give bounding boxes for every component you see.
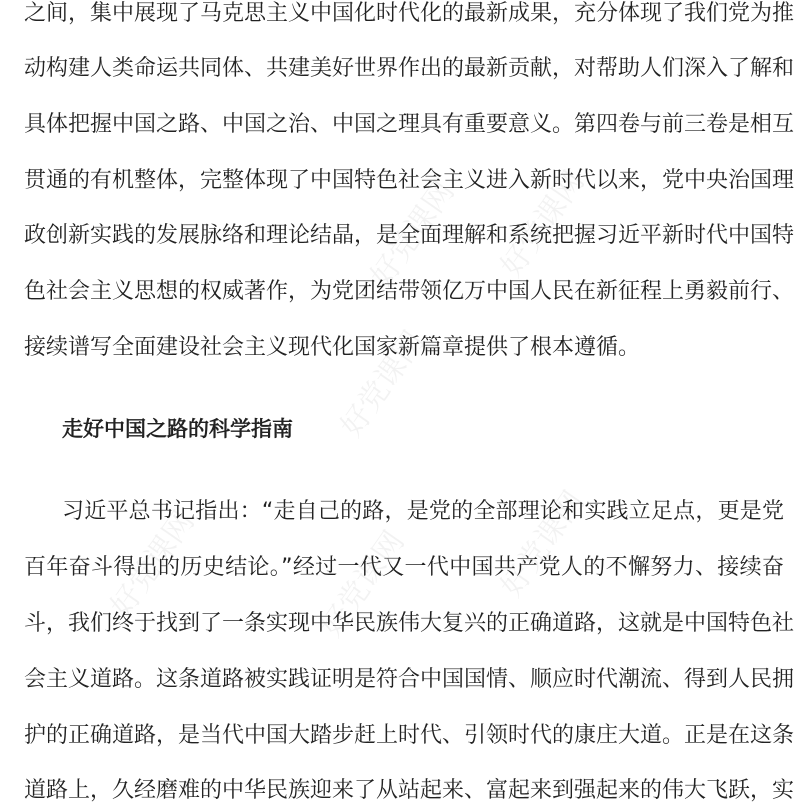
text-line: 护的正确道路，是当代中国大踏步赶上时代、引领时代的康庄大道。正是在这条 xyxy=(24,723,795,748)
text-line: 百年奋斗得出的历史结论。”经过一代又一代中国共产党人的不懈努力、接续奋 xyxy=(24,555,784,580)
text-line: 斗，我们终于找到了一条实现中华民族伟大复兴的正确道路，这就是中国特色社 xyxy=(24,611,795,636)
text-line: 习近平总书记指出：“走自己的路，是党的全部理论和实践立足点，更是党 xyxy=(62,499,784,524)
text-line: 色社会主义思想的权威著作，为党团结带领亿万中国人民在新征程上勇毅前行、 xyxy=(24,279,795,304)
text-line: 会主义道路。这条道路被实践证明是符合中国国情、顺应时代潮流、得到人民拥 xyxy=(24,667,795,692)
text-line: 政创新实践的发展脉络和理论结晶，是全面理解和系统把握习近平新时代中国特 xyxy=(24,223,795,248)
text-line: 道路上，久经磨难的中华民族迎来了从站起来、富起来到强起来的伟大飞跃，实 xyxy=(24,778,795,803)
text-line: 动构建人类命运共同体、共建美好世界作出的最新贡献，对帮助人们深入了解和 xyxy=(24,56,795,81)
text-line: 具体把握中国之路、中国之治、中国之理具有重要意义。第四卷与前三卷是相互 xyxy=(24,112,795,137)
section-heading: 走好中国之路的科学指南 xyxy=(62,417,293,441)
text-line: 接续谱写全面建设社会主义现代化国家新篇章提供了根本遵循。 xyxy=(24,335,641,360)
text-line: 贯通的有机整体，完整体现了中国特色社会主义进入新时代以来，党中央治国理 xyxy=(24,168,795,193)
text-line: 之间，集中展现了马克思主义中国化时代化的最新成果，充分体现了我们党为推 xyxy=(24,1,795,26)
